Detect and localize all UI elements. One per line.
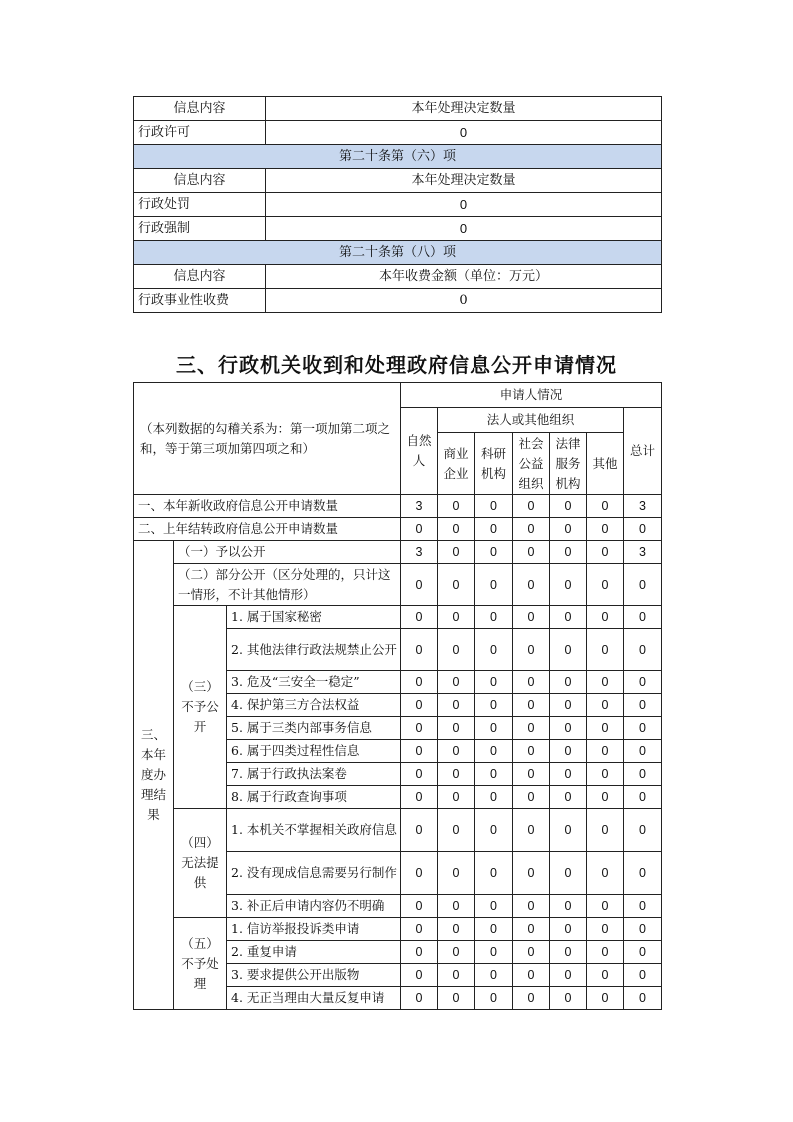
value-cell: 0 [624, 740, 662, 763]
value-cell: 0 [587, 763, 624, 786]
value-cell: 0 [513, 786, 550, 809]
table-row [134, 121, 662, 145]
value-cell: 0 [513, 564, 550, 606]
value-cell: 0 [587, 518, 624, 541]
legal-group-header: 法人或其他组织 [438, 408, 624, 433]
row-label: 1. 本机关不掌握相关政府信息 [227, 809, 401, 852]
not-disclosed-group: （三）不予公开 [174, 606, 227, 809]
value-cell: 0 [475, 987, 513, 1010]
table-row [134, 169, 662, 193]
value-cell: 0 [401, 518, 438, 541]
value-cell: 0 [513, 717, 550, 740]
value-cell: 0 [587, 541, 624, 564]
value-cell: 0 [401, 809, 438, 852]
value-cell: 0 [401, 964, 438, 987]
row-label: 4. 无正当理由大量反复申请 [227, 987, 401, 1010]
header-cell: 本年处理决定数量 [266, 97, 662, 121]
value-cell: 0 [438, 786, 475, 809]
value-cell: 3 [401, 495, 438, 518]
value-cell: 0 [475, 518, 513, 541]
value-cell: 3 [401, 541, 438, 564]
value-cell: 0 [587, 694, 624, 717]
value-cell: 0 [624, 564, 662, 606]
row-label: 8. 属于行政查询事项 [227, 786, 401, 809]
value-cell: 0 [475, 941, 513, 964]
value-cell: 0 [550, 518, 587, 541]
value-cell: 0 [624, 629, 662, 671]
header-cell: 本年收费金额（单位：万元） [266, 265, 662, 289]
value-cell: 0 [475, 852, 513, 895]
row-label: 3. 补正后申请内容仍不明确 [227, 895, 401, 918]
row-label: 1. 信访举报投诉类申请 [227, 918, 401, 941]
table-row [134, 518, 662, 541]
value-cell: 0 [513, 629, 550, 671]
value-cell: 3 [624, 495, 662, 518]
admin-decisions-table [133, 96, 662, 313]
value-cell: 0 [438, 763, 475, 786]
value-cell: 0 [513, 809, 550, 852]
value-cell: 0 [401, 671, 438, 694]
value-cell: 0 [475, 541, 513, 564]
value-cell: 0 [550, 852, 587, 895]
value-cell: 0 [513, 671, 550, 694]
value-cell: 0 [401, 717, 438, 740]
table-row [134, 541, 662, 564]
value-cell: 0 [550, 786, 587, 809]
value-cell: 0 [475, 740, 513, 763]
row-label: 行政事业性收费 [134, 289, 266, 313]
natural-person-header: 自然人 [401, 408, 438, 495]
value-cell: 0 [624, 809, 662, 852]
header-cell: 本年处理决定数量 [266, 169, 662, 193]
row-label: 二、上年结转政府信息公开申请数量 [134, 518, 401, 541]
value-cell: 0 [401, 895, 438, 918]
value-cell: 0 [401, 606, 438, 629]
value-cell: 0 [438, 671, 475, 694]
value-cell: 0 [513, 740, 550, 763]
value-cell: 0 [401, 786, 438, 809]
section-heading: 三、行政机关收到和处理政府信息公开申请情况 [176, 353, 617, 377]
value-cell: 0 [587, 629, 624, 671]
value-cell: 0 [438, 987, 475, 1010]
row-label: 2. 重复申请 [227, 941, 401, 964]
value-cell: 0 [266, 217, 662, 241]
value-cell: 0 [513, 941, 550, 964]
row-label: （二）部分公开（区分处理的，只计这一情形，不计其他情形） [174, 564, 401, 606]
value-cell: 0 [401, 987, 438, 1010]
table-row [134, 193, 662, 217]
section-row [134, 145, 662, 169]
value-cell: 0 [550, 495, 587, 518]
value-cell: 0 [587, 941, 624, 964]
value-cell: 0 [475, 495, 513, 518]
value-cell: 0 [438, 809, 475, 852]
value-cell: 0 [587, 918, 624, 941]
header-cell: 信息内容 [134, 265, 266, 289]
table-row [134, 564, 662, 606]
value-cell: 0 [550, 740, 587, 763]
value-cell: 0 [438, 964, 475, 987]
row-label: 7. 属于行政执法案卷 [227, 763, 401, 786]
row-label: 1. 属于国家秘密 [227, 606, 401, 629]
section-row [134, 241, 662, 265]
header-row [134, 383, 662, 408]
value-cell: 0 [587, 717, 624, 740]
value-cell: 0 [438, 541, 475, 564]
value-cell: 0 [550, 809, 587, 852]
value-cell: 0 [438, 918, 475, 941]
value-cell: 0 [624, 786, 662, 809]
value-cell: 0 [513, 987, 550, 1010]
total-header: 总计 [624, 408, 662, 495]
value-cell: 0 [624, 694, 662, 717]
value-cell: 0 [475, 694, 513, 717]
value-cell: 0 [475, 717, 513, 740]
header-cell: 信息内容 [134, 97, 266, 121]
value-cell: 0 [624, 763, 662, 786]
value-cell: 0 [401, 694, 438, 717]
table-row [134, 217, 662, 241]
value-cell: 0 [587, 495, 624, 518]
application-table [133, 382, 662, 1010]
section-header: 第二十条第（八）项 [134, 241, 662, 265]
value-cell: 0 [550, 564, 587, 606]
value-cell: 0 [587, 964, 624, 987]
value-cell: 0 [624, 606, 662, 629]
value-cell: 0 [438, 629, 475, 671]
value-cell: 0 [513, 918, 550, 941]
value-cell: 0 [550, 671, 587, 694]
table-row [134, 495, 662, 518]
legal-service-header: 法律服务机构 [550, 433, 587, 495]
row-label: 5. 属于三类内部事务信息 [227, 717, 401, 740]
row-label: 2. 其他法律行政法规禁止公开 [227, 629, 401, 671]
value-cell: 0 [475, 629, 513, 671]
value-cell: 0 [587, 740, 624, 763]
value-cell: 0 [587, 895, 624, 918]
value-cell: 0 [475, 606, 513, 629]
table-row [134, 265, 662, 289]
public-welfare-header: 社会公益组织 [513, 433, 550, 495]
table-row [134, 606, 662, 629]
value-cell: 0 [401, 918, 438, 941]
table-row [134, 97, 662, 121]
value-cell: 0 [475, 809, 513, 852]
value-cell: 0 [587, 987, 624, 1010]
section-header: 第二十条第（六）项 [134, 145, 662, 169]
value-cell: 0 [266, 193, 662, 217]
not-processed-group: （五）不予处理 [174, 918, 227, 1010]
value-cell: 0 [438, 852, 475, 895]
value-cell: 0 [624, 852, 662, 895]
row-label: 4. 保护第三方合法权益 [227, 694, 401, 717]
value-cell: 0 [550, 717, 587, 740]
value-cell: 0 [475, 895, 513, 918]
value-cell: 0 [401, 629, 438, 671]
value-cell: 0 [550, 629, 587, 671]
value-cell: 0 [438, 694, 475, 717]
value-cell: 0 [401, 941, 438, 964]
value-cell: 0 [401, 763, 438, 786]
row-label: 行政处罚 [134, 193, 266, 217]
value-cell: 0 [438, 564, 475, 606]
value-cell: 0 [513, 694, 550, 717]
value-cell: 0 [587, 809, 624, 852]
results-group-label: 三、本年度办理结果 [134, 541, 174, 1010]
value-cell: 0 [266, 289, 662, 313]
value-cell: 0 [513, 763, 550, 786]
value-cell: 0 [550, 964, 587, 987]
value-cell: 0 [550, 918, 587, 941]
value-cell: 0 [550, 941, 587, 964]
value-cell: 0 [475, 964, 513, 987]
value-cell: 0 [513, 518, 550, 541]
value-cell: 0 [475, 763, 513, 786]
value-cell: 3 [624, 541, 662, 564]
note-cell: （本列数据的勾稽关系为：第一项加第二项之和，等于第三项加第四项之和） [134, 383, 401, 495]
header-cell: 信息内容 [134, 169, 266, 193]
row-label: 6. 属于四类过程性信息 [227, 740, 401, 763]
value-cell: 0 [475, 564, 513, 606]
row-label: 3. 危及“三安全一稳定” [227, 671, 401, 694]
value-cell: 0 [401, 740, 438, 763]
value-cell: 0 [587, 606, 624, 629]
value-cell: 0 [624, 987, 662, 1010]
value-cell: 0 [438, 606, 475, 629]
value-cell: 0 [438, 495, 475, 518]
row-label: 行政许可 [134, 121, 266, 145]
value-cell: 0 [587, 852, 624, 895]
value-cell: 0 [550, 606, 587, 629]
value-cell: 0 [513, 606, 550, 629]
value-cell: 0 [587, 671, 624, 694]
value-cell: 0 [438, 518, 475, 541]
value-cell: 0 [266, 121, 662, 145]
table-row [134, 918, 662, 941]
row-label: （一）予以公开 [174, 541, 401, 564]
table-row [134, 809, 662, 852]
value-cell: 0 [550, 895, 587, 918]
value-cell: 0 [475, 671, 513, 694]
row-label: 3. 要求提供公开出版物 [227, 964, 401, 987]
value-cell: 0 [624, 941, 662, 964]
value-cell: 0 [401, 852, 438, 895]
value-cell: 0 [438, 717, 475, 740]
value-cell: 0 [587, 564, 624, 606]
value-cell: 0 [475, 918, 513, 941]
value-cell: 0 [550, 987, 587, 1010]
value-cell: 0 [550, 763, 587, 786]
value-cell: 0 [438, 895, 475, 918]
value-cell: 0 [550, 541, 587, 564]
other-header: 其他 [587, 433, 624, 495]
research-header: 科研机构 [475, 433, 513, 495]
value-cell: 0 [624, 964, 662, 987]
row-label: 行政强制 [134, 217, 266, 241]
row-label: 一、本年新收政府信息公开申请数量 [134, 495, 401, 518]
row-label: 2. 没有现成信息需要另行制作 [227, 852, 401, 895]
value-cell: 0 [587, 786, 624, 809]
value-cell: 0 [513, 852, 550, 895]
value-cell: 0 [513, 495, 550, 518]
value-cell: 0 [624, 518, 662, 541]
value-cell: 0 [550, 694, 587, 717]
applicant-header: 申请人情况 [401, 383, 662, 408]
value-cell: 0 [438, 740, 475, 763]
commercial-header: 商业企业 [438, 433, 475, 495]
value-cell: 0 [624, 717, 662, 740]
cannot-provide-group: （四）无法提供 [174, 809, 227, 918]
value-cell: 0 [624, 918, 662, 941]
table-row [134, 289, 662, 313]
value-cell: 0 [438, 941, 475, 964]
value-cell: 0 [624, 895, 662, 918]
value-cell: 0 [624, 671, 662, 694]
value-cell: 0 [401, 564, 438, 606]
value-cell: 0 [475, 786, 513, 809]
value-cell: 0 [513, 895, 550, 918]
value-cell: 0 [513, 964, 550, 987]
value-cell: 0 [513, 541, 550, 564]
